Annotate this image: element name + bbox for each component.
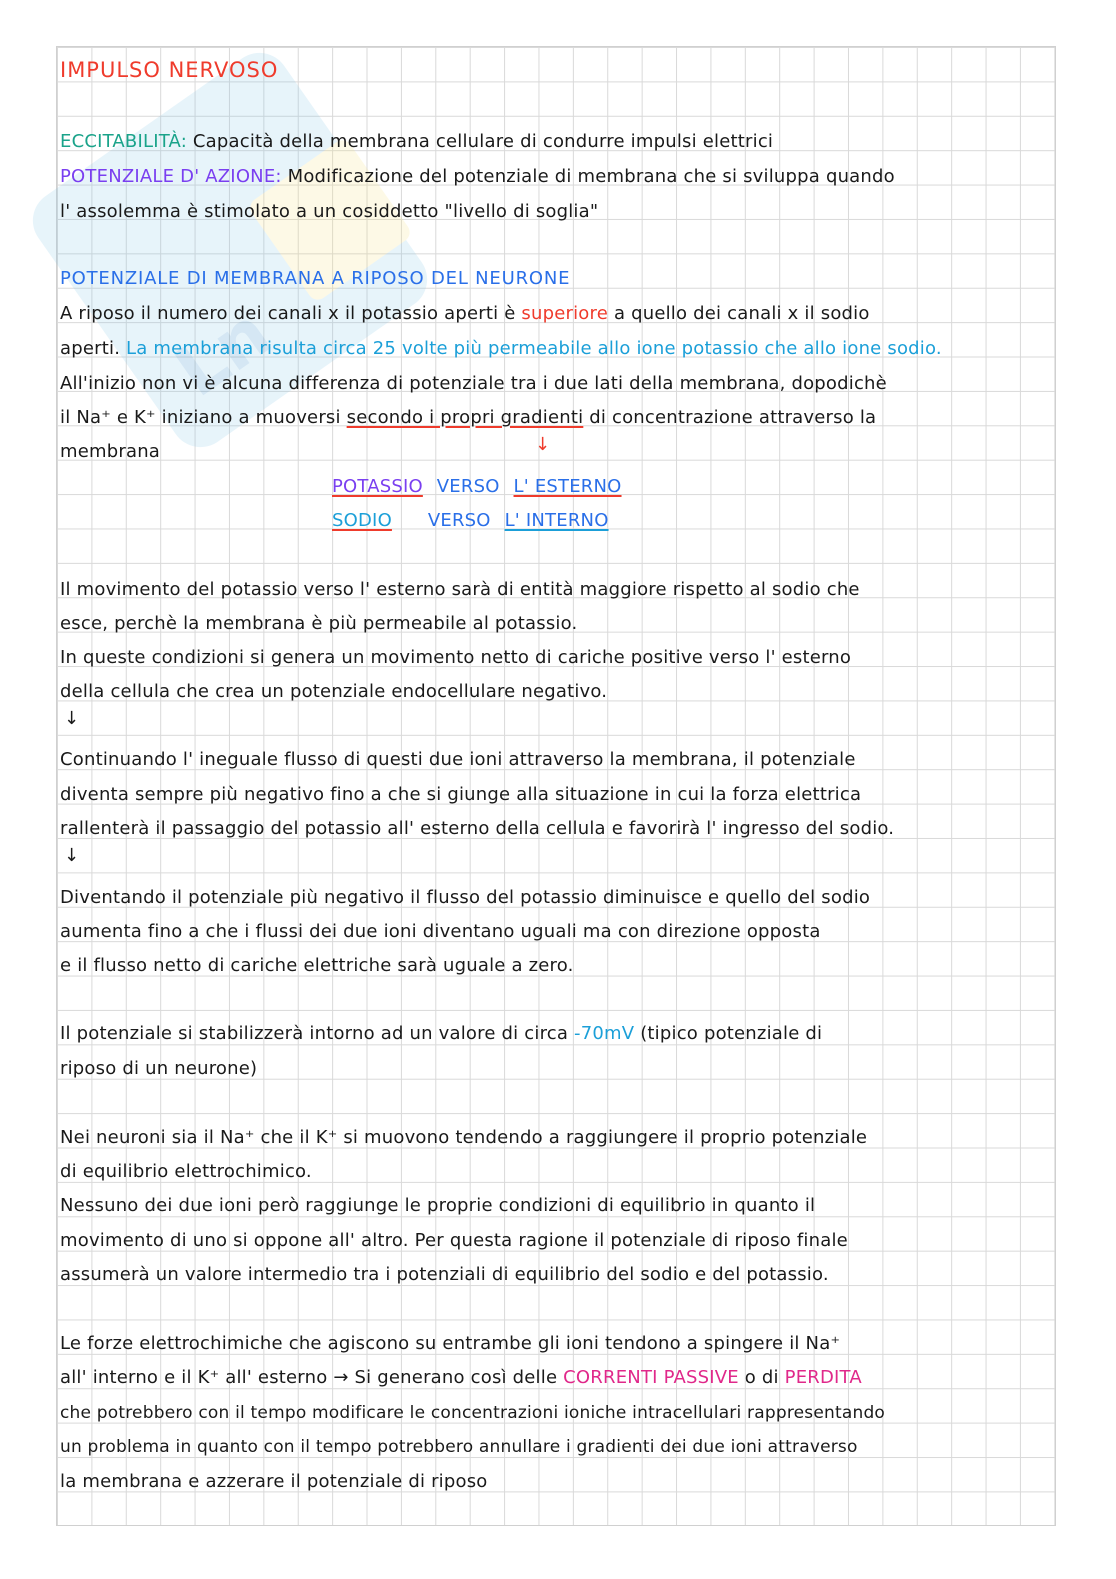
paragraph-line: di equilibrio elettrochimico. <box>60 1161 312 1182</box>
arrow-down-icon: ↓ <box>64 708 80 729</box>
paragraph-line: Diventando il potenziale più negativo il flusso del potassio diminuisce e quello del sodio <box>60 887 871 908</box>
paragraph-line <box>60 1366 862 1390</box>
section-title: POTENZIALE DI MEMBRANA A RIPOSO DEL NEURONE <box>60 268 571 289</box>
ion-potassio: POTASSIO <box>332 476 423 497</box>
text-segment: di concentrazione attraverso la <box>589 407 877 428</box>
movement-potassio <box>332 475 622 499</box>
paragraph-line: della cellula che crea un potenziale endocellulare negativo. <box>60 681 608 702</box>
paragraph-line: Le forze elettrochimiche che agiscono su entrambe gli ioni tendono a spingere il Na⁺ <box>60 1333 841 1354</box>
text-segment: all' interno e il K⁺ all' esterno → Si generano così delle <box>60 1367 558 1388</box>
text-segment: il Na⁺ e K⁺ iniziano a muoversi <box>60 407 341 428</box>
underlined-gradienti: secondo i propri gradienti <box>346 407 584 428</box>
highlight-correnti-passive: CORRENTI PASSIVE <box>563 1367 739 1388</box>
highlight-perdita: PERDITA <box>784 1367 862 1388</box>
verso-label: VERSO <box>436 476 500 497</box>
direction-esterno: L' ESTERNO <box>513 476 622 497</box>
text-segment: A riposo il numero dei canali x il potassio aperti è <box>60 303 516 324</box>
paragraph-line <box>60 337 942 361</box>
text-segment: (tipico potenziale di <box>640 1023 823 1044</box>
term-potenziale-azione: POTENZIALE D' AZIONE: <box>60 166 282 187</box>
paragraph-line: movimento di uno si oppone all' altro. Per questa ragione il potenziale di riposo finale <box>60 1230 848 1251</box>
paragraph-line: diventa sempre più negativo fino a che si giunge alla situazione in cui la forza elettrica <box>60 784 862 805</box>
text-segment: a quello dei canali x il sodio <box>613 303 870 324</box>
paragraph-line: che potrebbero con il tempo modificare le concentrazioni ioniche intracellulari rappresentando <box>60 1403 886 1423</box>
paragraph-line <box>60 1022 822 1046</box>
paragraph-line <box>60 406 876 430</box>
arrow-down-icon: ↓ <box>64 845 80 866</box>
definition-text: Capacità della membrana cellulare di condurre impulsi elettrici <box>192 131 774 152</box>
text-segment: aperti. <box>60 338 121 359</box>
paragraph-line: assumerà un valore intermedio tra i potenziali di equilibrio del sodio e del potassio. <box>60 1264 829 1285</box>
paragraph-line: e il flusso netto di cariche elettriche sarà uguale a zero. <box>60 955 574 976</box>
paragraph-line: All'inizio non vi è alcuna differenza di potenziale tra i due lati della membrana, dopodichè <box>60 373 887 394</box>
arrow-down-icon: ↓ <box>535 434 551 455</box>
highlight-superiore: superiore <box>521 303 609 324</box>
text-segment: o di <box>744 1367 779 1388</box>
definition-eccitabilita <box>60 130 773 154</box>
definition-continuation: l' assolemma è stimolato a un cosiddetto "livello di soglia" <box>60 201 599 222</box>
paragraph-line: riposo di un neurone) <box>60 1058 258 1079</box>
term-eccitabilita: ECCITABILITÀ: <box>60 131 187 152</box>
highlight-permeabilita: La membrana risulta circa 25 volte più permeabile allo ione potassio che allo ione sodio. <box>126 338 942 359</box>
ion-sodio: SODIO <box>332 510 392 531</box>
paragraph-line: aumenta fino a che i flussi dei due ioni diventano uguali ma con direzione opposta <box>60 921 821 942</box>
verso-label: VERSO <box>427 510 491 531</box>
definition-text: Modificazione del potenziale di membrana che si sviluppa quando <box>287 166 895 187</box>
direction-interno: L' INTERNO <box>504 510 609 531</box>
definition-potenziale-azione <box>60 165 895 189</box>
value-resting-potential: -70mV <box>574 1023 635 1044</box>
text-segment: Il potenziale si stabilizzerà intorno ad un valore di circa <box>60 1023 569 1044</box>
paragraph-line: Continuando l' ineguale flusso di questi due ioni attraverso la membrana, il potenziale <box>60 749 856 770</box>
paragraph-line: rallenterà il passaggio del potassio all' esterno della cellula e favorirà l' ingresso del sodio. <box>60 818 895 839</box>
page-title: IMPULSO NERVOSO <box>60 58 279 82</box>
paragraph-line: In queste condizioni si genera un movimento netto di cariche positive verso l' esterno <box>60 647 852 668</box>
paragraph-line: un problema in quanto con il tempo potrebbero annullare i gradienti dei due ioni attraverso <box>60 1437 858 1457</box>
paragraph-line <box>60 302 870 326</box>
paragraph-line: Il movimento del potassio verso l' esterno sarà di entità maggiore rispetto al sodio che <box>60 579 860 600</box>
paragraph-line: esce, perchè la membrana è più permeabile al potassio. <box>60 613 578 634</box>
paragraph-line: membrana <box>60 441 161 462</box>
paragraph-line: la membrana e azzerare il potenziale di riposo <box>60 1471 488 1492</box>
paragraph-line: Nessuno dei due ioni però raggiunge le proprie condizioni di equilibrio in quanto il <box>60 1195 816 1216</box>
paragraph-line: Nei neuroni sia il Na⁺ che il K⁺ si muovono tendendo a raggiungere il proprio potenziale <box>60 1127 868 1148</box>
movement-sodio <box>332 509 609 533</box>
